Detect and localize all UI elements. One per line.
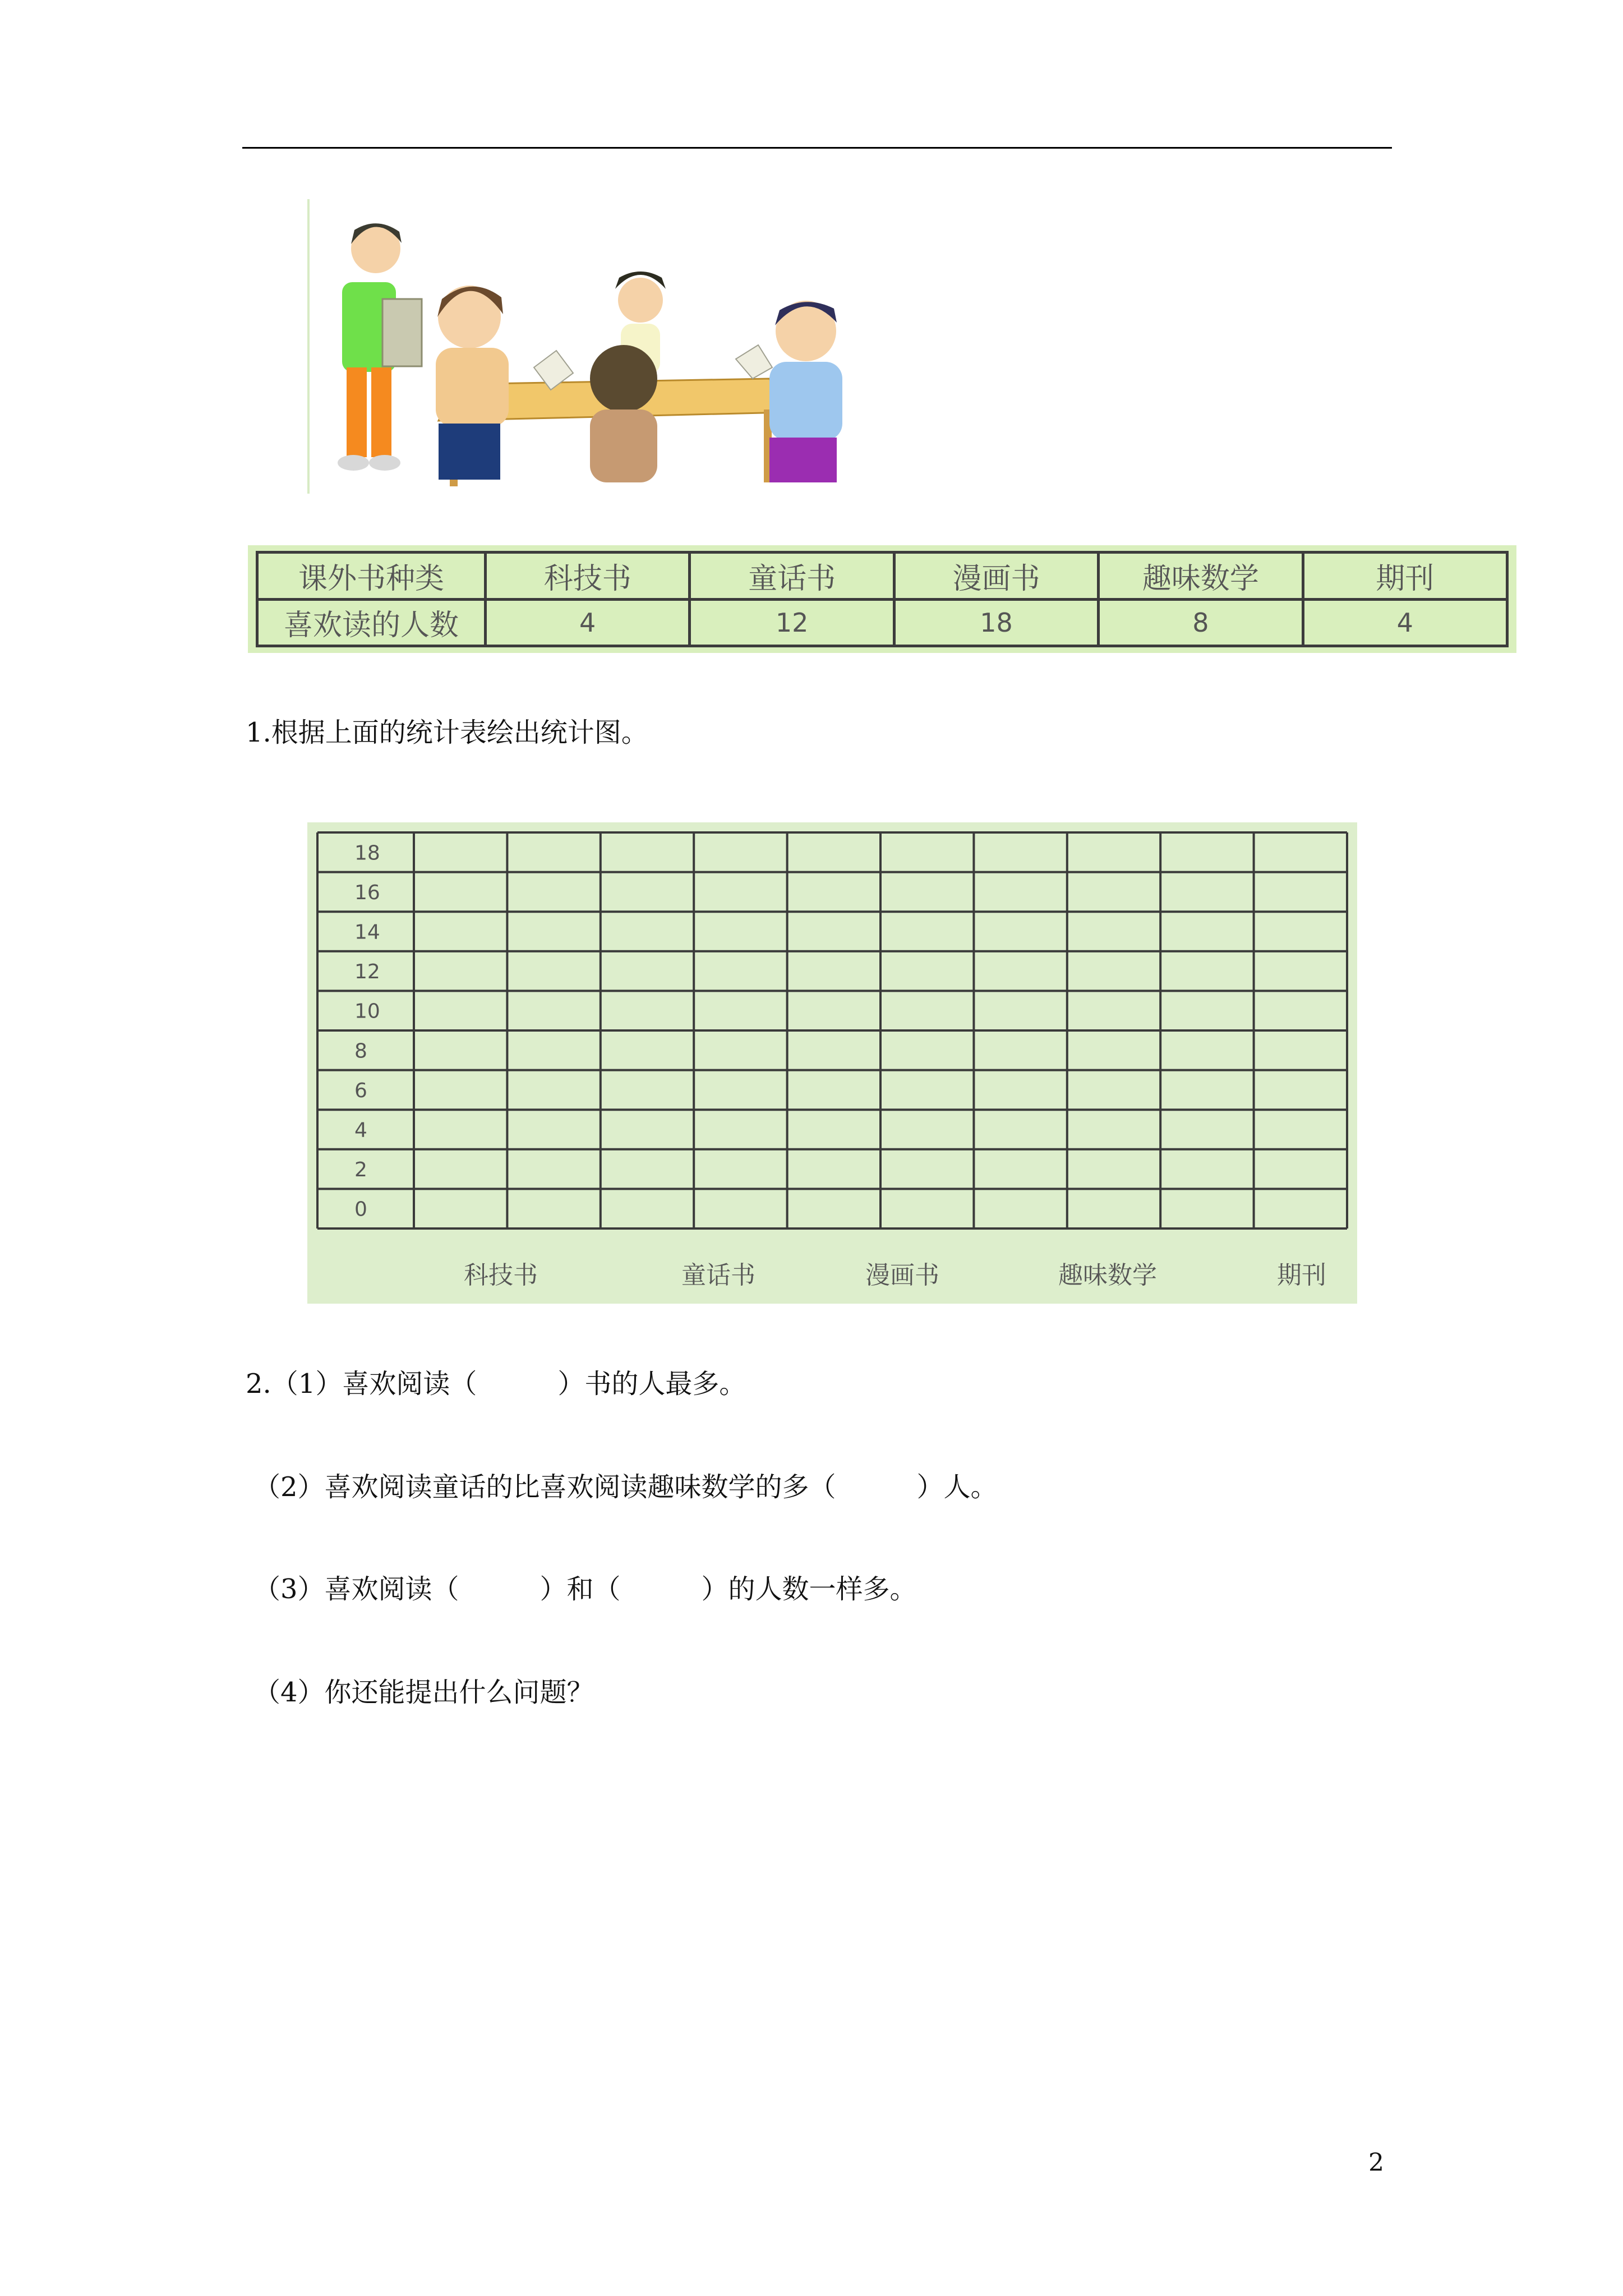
table-cell: 8: [1099, 599, 1303, 646]
table-cell: 漫画书: [894, 553, 1098, 600]
table-cell: 12: [690, 599, 894, 646]
question-2-1: 2.（1）喜欢阅读（ ）书的人最多。: [246, 1368, 746, 1400]
x-category-label: 漫画书: [865, 1261, 939, 1290]
table-cell: 4: [486, 599, 690, 646]
y-tick-label: 4: [354, 1119, 367, 1142]
table-cell: 18: [894, 599, 1098, 646]
question-2-3: （3）喜欢阅读（ ）和（ ）的人数一样多。: [253, 1573, 917, 1605]
page-number: 2: [1368, 2148, 1384, 2177]
question-2-4: （4）你还能提出什么问题？: [253, 1677, 594, 1708]
table-cell: 科技书: [486, 553, 690, 600]
y-tick-label: 8: [354, 1039, 367, 1063]
table-cell: 课外书种类: [257, 553, 486, 600]
y-tick-label: 10: [354, 1000, 380, 1023]
question-2-2: （2）喜欢阅读童话的比喜欢阅读趣味数学的多（ ）人。: [253, 1471, 998, 1503]
y-tick-label: 18: [354, 841, 380, 865]
table-cell: 喜欢读的人数: [257, 599, 486, 646]
children-reading-illustration: [307, 199, 886, 494]
x-category-label: 科技书: [464, 1261, 538, 1290]
x-category-label: 期刊: [1277, 1261, 1326, 1290]
y-tick-label: 14: [354, 921, 380, 944]
chart-grid: [317, 832, 1347, 1228]
y-tick-label: 2: [354, 1158, 367, 1182]
y-tick-label: 6: [354, 1079, 367, 1102]
survey-table: [248, 545, 1516, 653]
y-tick-label: 0: [354, 1198, 367, 1221]
y-tick-label: 16: [354, 881, 380, 904]
blank-bar-chart-grid: [307, 822, 1357, 1304]
table-cell: 童话书: [690, 553, 894, 600]
x-category-label: 童话书: [681, 1261, 755, 1290]
table-cell: 期刊: [1303, 553, 1507, 600]
table-row: [257, 599, 1507, 646]
header-rule: [242, 147, 1392, 149]
question-1: 1.根据上面的统计表绘出统计图。: [246, 717, 648, 748]
table-cell: 4: [1303, 599, 1507, 646]
table-header-row: [257, 553, 1507, 600]
y-tick-label: 12: [354, 960, 380, 984]
table-cell: 趣味数学: [1099, 553, 1303, 600]
x-category-label: 趣味数学: [1058, 1261, 1157, 1290]
